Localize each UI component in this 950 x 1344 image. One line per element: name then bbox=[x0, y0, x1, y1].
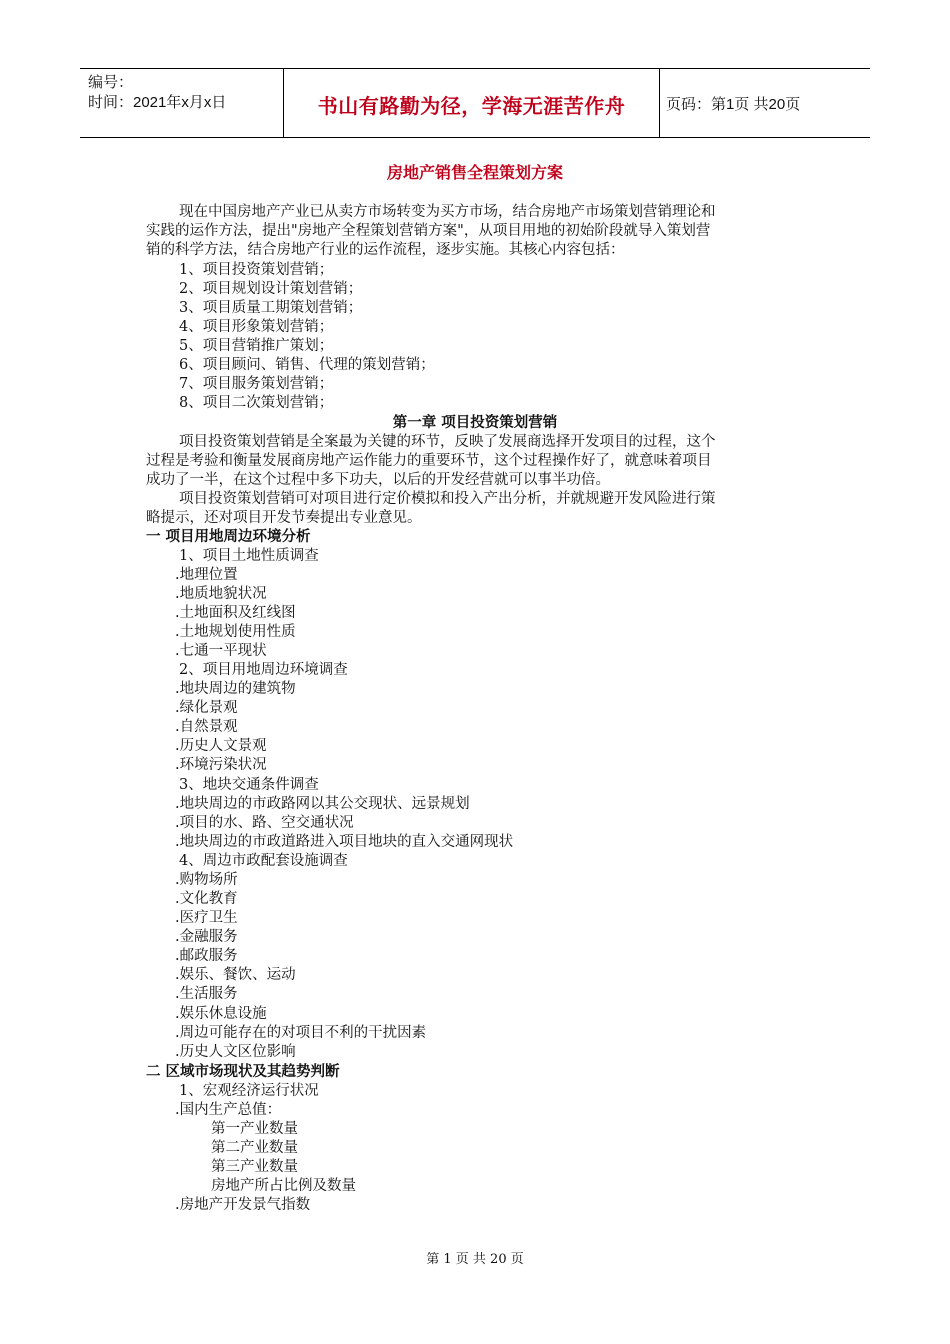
intro-line: 现在中国房地产产业已从卖方市场转变为买方市场，结合房地产市场策划营销理论和 bbox=[179, 204, 716, 220]
list-item: .绿化景观 bbox=[175, 700, 238, 716]
list-item: .地理位置 bbox=[175, 567, 238, 583]
chapter-title: 第一章 项目投资策划营销 bbox=[392, 415, 558, 431]
sub-list-item: 第三产业数量 bbox=[211, 1159, 298, 1175]
paragraph-line: 项目投资策划营销是全案最为关键的环节，反映了发展商选择开发项目的过程，这个 bbox=[179, 434, 716, 450]
list-item: 1、宏观经济运行状况 bbox=[179, 1083, 319, 1099]
list-item: .医疗卫生 bbox=[175, 910, 238, 926]
list-item: 2、项目用地周边环境调查 bbox=[179, 662, 348, 678]
core-item: 4、项目形象策划营销； bbox=[179, 319, 334, 335]
paragraph-line: 略提示，还对项目开发节奏提出专业意见。 bbox=[146, 510, 422, 526]
list-item: .土地规划使用性质 bbox=[175, 624, 296, 640]
number-label: 编号： bbox=[88, 74, 134, 91]
list-item: .地块周边的市政道路进入项目地块的直入交通网现状 bbox=[175, 834, 514, 850]
paragraph-line: 成功了一半，在这个过程中多下功夫，以后的开发经营就可以事半功倍。 bbox=[146, 472, 610, 488]
header-left-cell bbox=[88, 73, 278, 113]
sub-list-item: 房地产所占比例及数量 bbox=[211, 1178, 356, 1194]
list-item: .购物场所 bbox=[175, 872, 238, 888]
list-item: .周边可能存在的对项目不利的干扰因素 bbox=[175, 1025, 427, 1041]
list-item: .七通一平现状 bbox=[175, 643, 267, 659]
core-item: 6、项目顾问、销售、代理的策划营销； bbox=[179, 357, 435, 373]
core-item: 1、项目投资策划营销； bbox=[179, 262, 334, 278]
core-item: 2、项目规划设计策划营销； bbox=[179, 281, 363, 297]
header-table bbox=[80, 68, 870, 138]
section-heading: 二 区域市场现状及其趋势判断 bbox=[146, 1064, 340, 1080]
list-item: .环境污染状况 bbox=[175, 757, 267, 773]
list-item: .历史人文景观 bbox=[175, 738, 267, 754]
core-item: 5、项目营销推广策划； bbox=[179, 338, 334, 354]
list-item: .地质地貌状况 bbox=[175, 586, 267, 602]
page-footer: 第 1 页 共 20 页 bbox=[426, 1252, 524, 1267]
list-item: .生活服务 bbox=[175, 986, 238, 1002]
header-motto-cell bbox=[283, 69, 660, 137]
time-label: 时间：2021年x月x日 bbox=[88, 94, 227, 111]
core-item: 7、项目服务策划营销； bbox=[179, 376, 334, 392]
intro-line: 实践的运作方法，提出"房地产全程策划营销方案"，从项目用地的初始阶段就导入策划营 bbox=[146, 223, 711, 239]
intro-line: 销的科学方法，结合房地产行业的运作流程，逐步实施。其核心内容包括： bbox=[146, 242, 625, 258]
list-item: .房地产开发景气指数 bbox=[175, 1197, 311, 1213]
core-item: 8、项目二次策划营销； bbox=[179, 395, 334, 411]
list-item: .娱乐休息设施 bbox=[175, 1006, 267, 1022]
list-item: .金融服务 bbox=[175, 929, 238, 945]
motto-text: 书山有路勤为径，学海无涯苦作舟 bbox=[317, 94, 626, 118]
list-item: .文化教育 bbox=[175, 891, 238, 907]
list-item: 1、项目土地性质调查 bbox=[179, 548, 319, 564]
sub-list-item: 第一产业数量 bbox=[211, 1121, 298, 1137]
core-item: 3、项目质量工期策划营销； bbox=[179, 300, 363, 316]
document-title: 房地产销售全程策划方案 bbox=[386, 163, 563, 182]
list-item: .娱乐、餐饮、运动 bbox=[175, 967, 296, 983]
list-item: .项目的水、路、空交通状况 bbox=[175, 815, 354, 831]
list-item: .国内生产总值： bbox=[175, 1102, 282, 1118]
list-item: .地块周边的建筑物 bbox=[175, 681, 296, 697]
list-item: 3、地块交通条件调查 bbox=[179, 777, 319, 793]
list-item: .历史人文区位影响 bbox=[175, 1044, 296, 1060]
paragraph-line: 项目投资策划营销可对项目进行定价模拟和投入产出分析，并就规避开发风险进行策 bbox=[179, 491, 716, 507]
list-item: .自然景观 bbox=[175, 719, 238, 735]
list-item: .土地面积及红线图 bbox=[175, 605, 296, 621]
list-item: .地块周边的市政路网以其公交现状、远景规划 bbox=[175, 796, 470, 812]
paragraph-line: 过程是考验和衡量发展商房地产运作能力的重要环节，这个过程操作好了，就意味着项目 bbox=[146, 453, 712, 469]
section-heading: 一 项目用地周边环境分析 bbox=[146, 529, 311, 545]
sub-list-item: 第二产业数量 bbox=[211, 1140, 298, 1156]
list-item: 4、周边市政配套设施调查 bbox=[179, 853, 348, 869]
list-item: .邮政服务 bbox=[175, 948, 238, 964]
page-info: 页码：第1页 共20页 bbox=[666, 96, 801, 113]
